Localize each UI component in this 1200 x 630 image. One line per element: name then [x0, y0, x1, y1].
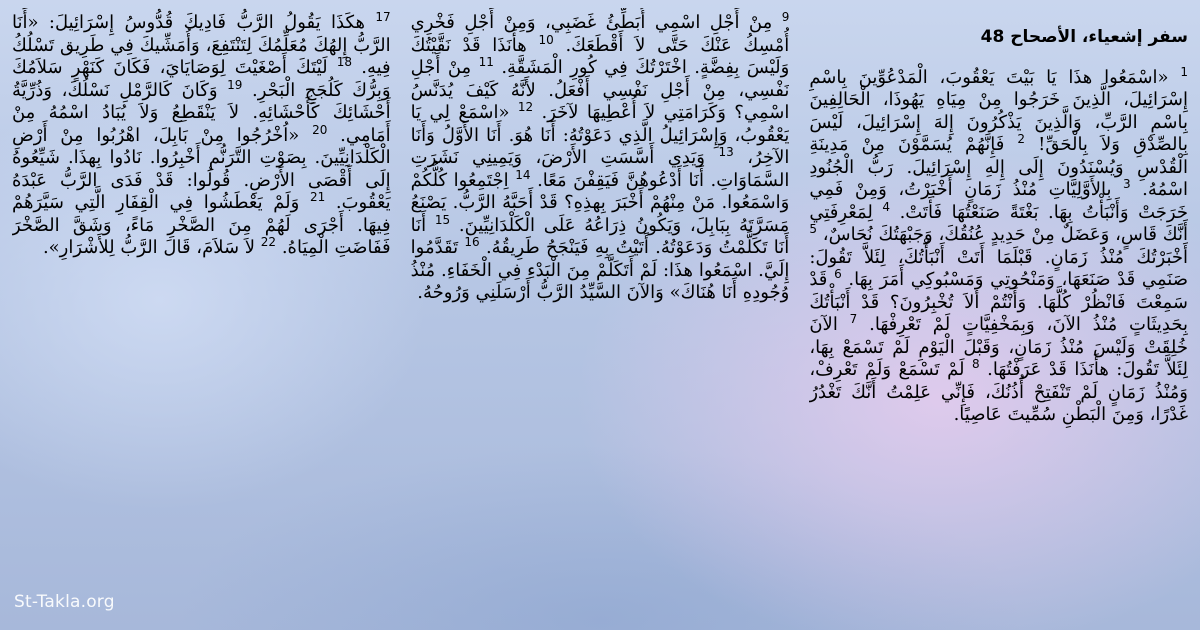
verse-number: 3: [1122, 177, 1131, 191]
verse-text: «اسْمَعْ لِي يَا يَعْقُوبُ، وَإِسْرَائِيلُ الَّذِي دَعَوْتُهُ: أَنَا هُوَ. أَنَا الأَوَّلُ وَأَنَا الآخِرُ،: [410, 102, 790, 168]
verse-text: لَيْتَكَ أَصْغَيْتَ لِوَصَايَايَ، فَكَانَ كَنَهْرٍ سَلاَمُكَ وَبِرُّكَ كَلُجَجِ الْبَحْرِ.: [11, 57, 391, 101]
verse-text: تَقَدَّمُوا إِلَيَّ. اسْمَعُوا هذَا: لَمْ أَتَكَلَّمْ مِنَ الْبَدْءِ فِي الْخَفَاءِ. مُنْذُ وُجُودِهِ أَنَا هُنَاكَ» وَالآنَ السَّيِّدُ الرَّبُّ أَرْسَلَنِي وَرُوحُهُ.: [410, 237, 790, 303]
verse-number: 19: [227, 77, 243, 92]
chapter-title: سفر إشعياء، الأصحاح 48: [980, 27, 1188, 47]
text-column-3: [12, 8, 391, 622]
verse-text: قَدْ سَمِعْتَ فَانْظُرْ كُلَّهَا. وَأَنْتُمْ أَلاَ تُخْبِرُونَ؟ قَدْ أَنْبَأْتُكَ بِحَدِيثَاتٍ مُنْذُ الآنَ، وَبِمَخْفِيَّاتٍ لَمْ تَعْرِفْهَا.: [809, 269, 1188, 335]
verse-number: 2: [1017, 132, 1026, 146]
verse-number: 14: [515, 167, 531, 182]
verse-text: لَمْ تَسْمَعْ وَلَمْ تَعْرِفْ، وَمُنْذُ زَمَانٍ لَمْ تَنْفَتِحْ أُذُنُكَ، فَإِنِّي عَلِمْتُ أَنَّكَ تَغْدُرُ غَدْرًا، وَمِنَ الْبَطْنِ سُمِّيتَ عَاصِيًا.: [809, 359, 1188, 425]
verse-number: 18: [336, 55, 353, 69]
verse-number: 22: [260, 235, 277, 249]
verse-text: أَنَا أَنَا تَكَلَّمْتُ وَدَعَوْتُهُ. أَتَيْتُ بِهِ فَيَنْجَحُ طَرِيقُهُ.: [410, 214, 790, 258]
verse-number: 13: [718, 145, 734, 159]
verse-text: هأَنَذَا قَدْ نَقَّيْتُكَ وَلَيْسَ بِفِضَّةٍ. اخْتَرْتُكَ فِي كُورِ الْمَشَقَّةِ.: [410, 34, 790, 78]
text-column-2: [411, 8, 790, 622]
site-watermark: St-Takla.org: [14, 592, 115, 612]
verse-number: 12: [517, 100, 534, 114]
verse-text: فَإِنَّهُمْ يُسَمَّوْنَ مِنْ مَدِينَةِ الْقُدْسِ وَيُسْنَدُونَ إِلَى إِلهِ إِسْرَائِيلَ. رَبُّ الْجُنُودِ اسْمُهُ.: [809, 134, 1188, 200]
verse-text: وَكَانَ كَالرَّمْلِ نَسْلُكَ، وَذُرِّيَّةُ أَحْشَائِكَ كَأَحْشَائِهِ. لاَ يَنْقَطِعُ وَلاَ يُبَادُ اسْمُهُ مِنْ أَمَامِي.: [11, 79, 391, 146]
verse-text: وَلَمْ يَعْطَشُوا فِي الْقِفَارِ الَّتِي سَيَّرَهُمْ فِيهَا. أَجْرَى لَهُمْ مِنَ الصَّخْرِ مَاءً، وَشَقَّ الصَّخْرَ فَفَاضَتِ الْمِيَاهُ.: [11, 192, 391, 258]
chapter-page: [12, 8, 1188, 622]
verse-text: أَخْبَرْتُكَ مُنْذُ زَمَانٍ. قَبْلَمَا أَتَتْ أَنْبَأْتُكَ، لِئَلاَّ تَقُولَ: صَنَمِي قَدْ صَنَعَهَا، وَمَنْحُوتِي وَمَسْبُوكِي أَمَرَ بِهَا.: [809, 246, 1188, 290]
verse-number: 6: [834, 267, 842, 281]
verse-number: 17: [375, 10, 391, 24]
verse-number: 8: [972, 357, 980, 371]
verse-text: «اسْمَعُوا هذَا يَا بَيْتَ يَعْقُوبَ، الْمَدْعُوِّينَ بِاسْمِ إِسْرَائِيلَ، الَّذِينَ خَرَجُوا مِنْ مِيَاهِ يَهُوذَا، الْحَالِفِينَ بِاسْمِ الرَّبِّ، وَالَّذِينَ يَذْكُرُونَ إِلهَ إِسْرَائِيلَ، لَيْسَ بِالصِّدْقِ وَلاَ بِالْحَقِّ!: [809, 66, 1188, 155]
verse-number: 10: [538, 32, 554, 47]
verse-number: 1: [1180, 64, 1188, 79]
verse: [43, 237, 276, 258]
verse-text: مِنْ أَجْلِ اسْمِي أُبَطِّئُ غَضَبِي، وَمِنْ أَجْلِ فَخْرِي أُمْسِكُ عَنْكَ حَتَّى لاَ أَقْطَعَكَ.: [410, 12, 790, 56]
verse-number: 5: [809, 222, 817, 236]
verse-text: مِنْ أَجْلِ نَفْسِي، مِنْ أَجْلِ نَفْسِي أَفْعَلُ. لأَنَّهُ كَيْفَ يُدَنَّسُ اسْمِي؟ وَكَرَامَتِي لاَ أُعْطِيهَا لآخَرَ.: [410, 57, 790, 123]
verse-number: 7: [849, 312, 858, 326]
verse-text: لاَ سَلاَمَ، قَالَ الرَّبُّ لِلأَشْرَارِ».: [42, 237, 256, 258]
verse-number: 4: [882, 199, 891, 214]
verse-number: 16: [464, 235, 480, 249]
verse-text: «اُخْرُجُوا مِنْ بَابِلَ، اهْرُبُوا مِنْ أَرْضِ الْكَلْدَانِيِّينَ. بِصَوْتِ التَّرَنُّمِ أَخْبِرُوا. نَادُوا بِهذَا. شَيِّعُوهُ إِلَى أَقْصَى الأَرْضِ. قُولُوا: قَدْ فَدَى الرَّبُّ عَبْدَهُ يَعْقُوبَ.: [11, 124, 391, 213]
verse-number: 11: [478, 55, 494, 69]
verse-number: 9: [781, 10, 790, 24]
text-column-1: [809, 8, 1188, 622]
verse-number: 20: [312, 122, 328, 137]
verse-text: وَيَدِي أَسَّسَتِ الأَرْضَ، وَيَمِينِي نَشَرَتِ السَّمَاوَاتِ. أَنَا أَدْعُوهُنَّ فَيَقِفْنَ مَعًا.: [410, 147, 790, 191]
verse-number: 15: [434, 212, 451, 227]
verse-text: لِمَعْرِفَتِي أَنَّكَ قَاسٍ، وَعَضَلٌ مِنْ حَدِيدٍ عُنُقُكَ، وَجَبْهَتُكَ نُحَاسٌ،: [809, 201, 1188, 245]
verse-text: بِالأَوَّلِيَّاتِ مُنْذُ زَمَانٍ أَخْبَرْتُ، وَمِنْ فَمِي خَرَجَتْ وَأَنْبَأْتُ بِهَا. بَغْتَةً صَنَعْتُهَا فَأَتَتْ.: [809, 179, 1188, 223]
verse-number: 21: [309, 190, 326, 204]
verse-text: اِجْتَمِعُوا كُلُّكُمْ وَاسْمَعُوا. مَنْ مِنْهُمْ أَخْبَرَ بِهذِهِ؟ قَدْ أَحَبَّهُ الرَّبُّ. يَصْنَعُ مَسَرَّتَهُ بِبَابِلَ، وَيَكُونُ ذِرَاعُهُ عَلَى الْكَلْدَانِيِّينَ.: [410, 169, 790, 236]
verse-text: الآنَ خُلِقَتْ وَلَيْسَ مُنْذُ زَمَانٍ، وَقَبْلَ الْيَوْمِ لَمْ تَسْمَعْ بِهَا، لِئَلاَّ تَقُولَ: هأَنَذَا قَدْ عَرَفْتُهَا.: [809, 314, 1188, 380]
verse-text: هكَذَا يَقُولُ الرَّبُّ فَادِيكَ قُدُّوسُ إِسْرَائِيلَ: «أَنَا الرَّبُّ إِلهُكَ مُعَلِّمُكَ لِتَنْتَفِعَ، وَأُمَشِّيكَ فِي طَرِيق تَسْلُكُ فِيهِ.: [11, 12, 391, 78]
